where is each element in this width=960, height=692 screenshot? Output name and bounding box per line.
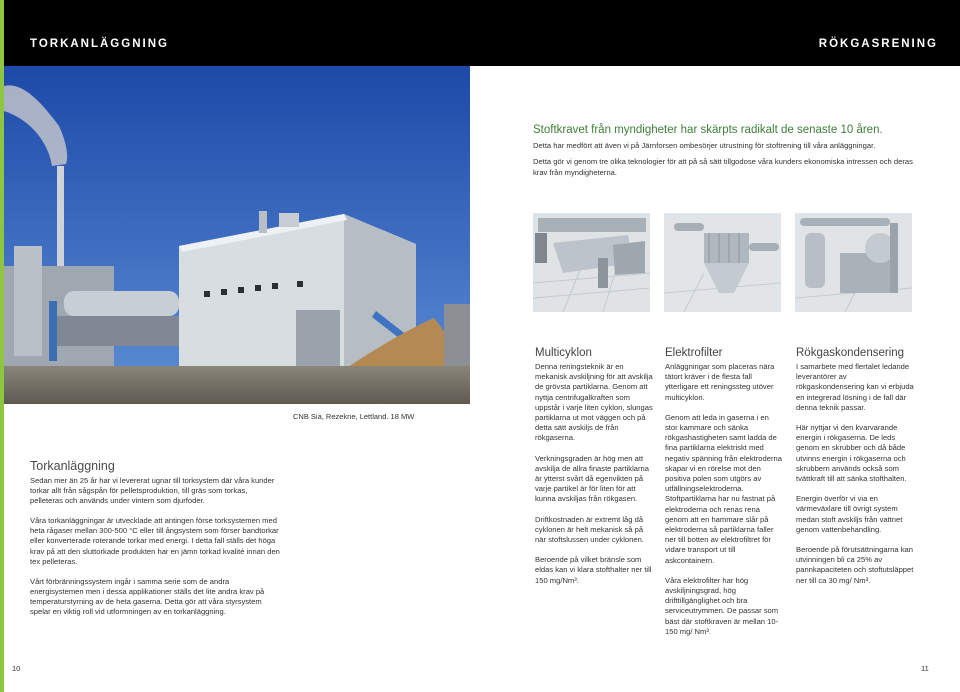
paragraph: Detta har medfört att även vi på Järnforsen ombesörjer utrustning för stoftrening till våra anläggningar. [533, 141, 876, 150]
paragraph: Genom att leda in gaserna i en stor kammare och sänka rökgashastigheten samt ladda de fina partiklarna elektriskt med negativ spänning från elektroderna skapar vi en rörelse mot den positiva polen som utgörs av utfällningselektroderna. Stoftpartiklarna har nu fastnat på elektroderna och renas rena genom att en hammare slår på elektroderna så partiklarna faller ner till botten av elektrofiltret för vidare transport ut till askcontainern. [665, 412, 782, 565]
column-title-rokgaskondensering: Rökgaskondensering [796, 347, 905, 359]
paragraph: Verkningsgraden är hög men att avskilja de allra finaste partiklarna är ytterst svårt då egenvikten på varje partikel är för liten för att kunna avskiljas från rökgasen. [535, 453, 649, 504]
photo-caption: CNB Sia, Rezekne, Lettland. 18 MW [293, 412, 415, 421]
page-number-left: 10 [12, 664, 21, 673]
section-heading: Torkanläggning [30, 459, 115, 473]
multicyclone-render [533, 213, 650, 312]
column-elektrofilter [665, 362, 783, 647]
left-body-text [30, 476, 280, 627]
paragraph: Driftkostnaden är extremt låg då cyklonen är helt mekanisk så på när stoftslussen under cyklonen. [535, 514, 644, 545]
paragraph: Vårt förbränningssystem ingår i samma serie som de andra energisystemen men i dessa applikationer ställs det lite andra krav på temperaturstyrning av de heta gaserna. Detta gör att våra styrsystem spelar en viktig roll vid utformningen av en torkanläggning. [30, 576, 265, 617]
paragraph: Energin överför vi via en värmeväxlare till övrigt system medan stoft avskiljs från vattnet genom vattenbehandling. [796, 494, 903, 534]
flue-gas-condensation-render [795, 213, 912, 312]
paragraph: Våra elektrofilter har hög avskiljningsgrad, hög drifttillgänglighet och bra serviceutrymmen. De passar som bäst där stoftkraven är mellan 10-150 mg/ Nm³. [665, 575, 779, 636]
paragraph: Beroende på förutsättningarna kan utvinningen bli ca 25% av pannkapaciteten och stoftutsläppet ner till ca 30 mg/ Nm³. [796, 545, 914, 585]
electrofilter-render [664, 213, 781, 312]
paragraph: Sedan mer än 25 år har vi levererat ugnar till torksystem där våra kunder torkar allt från sågspån för pelletsproduktion, till gräs som torkas, pelleteras och används under vintern som djurfoder. [30, 476, 275, 506]
paragraph: Här nyttjar vi den kvarvarande energin i rökgaserna. De leds genom en skrubber och då både utvinns energin i rökgaserna och skrubbern används också som tvättkraft till att sänka stofthalten. [796, 423, 907, 484]
left-page-title: TORKANLÄGGNING [30, 38, 169, 50]
header-bar [0, 0, 960, 66]
lead-sentence: Stoftkravet från myndigheter har skärpts radikalt de senaste 10 åren. [533, 124, 883, 136]
column-title-elektrofilter: Elektrofilter [665, 347, 723, 359]
paragraph: Denna reningsteknik är en mekanisk avskiljning för att avskilja de grövsta partiklarna. Genom att nyttja centrifugalkraften som uppstår i varje liten cyklon, slungas partiklarna ut mot väggen och på detta sätt avskiljs de från rökgaserna. [535, 362, 653, 443]
paragraph: Beroende på vilket bränsle som eldas kan vi klara stofthalter ner till 150 mg/Nm³. [535, 555, 652, 585]
paragraph: Detta gör vi genom tre olika teknologier för att på så sätt tillgodose våra kunders ekonomiska intressen och deras krav från myndigheterna. [533, 156, 913, 177]
plant-photo [4, 66, 470, 404]
right-page-title: RÖKGASRENING [818, 38, 938, 50]
intro-text [533, 141, 918, 183]
paragraph: Våra torkanläggningar är utvecklade att antingen förse torksystemen med heta rågaser mellan 300-500 °C eller till ångsystem som förser bandtorkar eller konverterade roterande torkar med energi. I detta fall ställs det höga krav på att den sluttorkade produkten har en jämn torkad kvalité innan den tex pelleteras. [30, 516, 280, 566]
column-rokgaskondensering [796, 362, 914, 596]
page-number-right: 11 [921, 664, 929, 673]
column-multicyklon [535, 362, 653, 596]
column-title-multicyklon: Multicyklon [535, 347, 592, 359]
paragraph: Anläggningar som placeras nära tätort kräver i de flesta fall ytterligare ett reningssteg utöver multicyklon. [665, 362, 775, 402]
paragraph: I samarbete med flertalet ledande leverantörer av rökgaskondensering kan vi erbjuda en integrerad lösning i de fall där denna teknik passar. [796, 362, 914, 412]
